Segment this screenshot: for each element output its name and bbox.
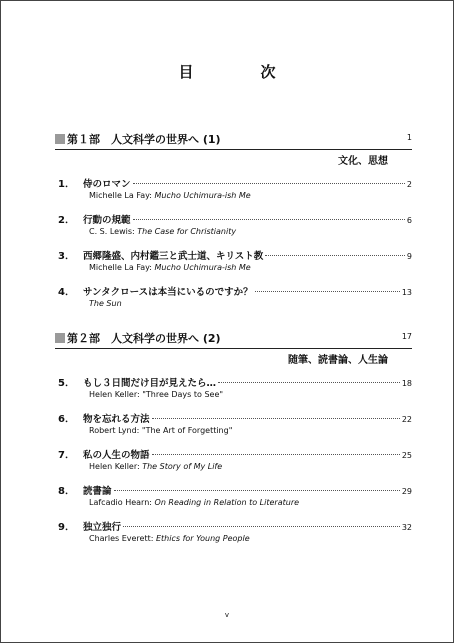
entry-source: Charles Everett: Ethics for Young People (89, 534, 250, 543)
entry-number: 2． (58, 215, 75, 226)
entry-number: 8． (58, 486, 75, 497)
page-title: 目 次 (178, 63, 302, 81)
toc-entry[interactable] (55, 175, 412, 200)
entry-source: C. S. Lewis: The Case for Christianity (89, 227, 237, 236)
part-subtitle: 随筆、読書論、人生論 (288, 355, 388, 366)
entry-source: Helen Keller: "Three Days to See" (89, 390, 224, 399)
part-1 (55, 131, 412, 308)
dot-leader (152, 418, 400, 419)
entry-title[interactable]: 独立独行 (83, 522, 122, 533)
dot-leader (255, 291, 400, 292)
entry-page-number: 25 (401, 451, 412, 460)
entry-title[interactable]: 西郷隆盛、内村鑑三と武士道、キリスト教 (83, 251, 264, 262)
entry-source: The Sun (89, 299, 122, 308)
toc-entry[interactable] (55, 518, 412, 543)
entry-page-number: 2 (406, 180, 412, 189)
dot-leader (218, 382, 400, 383)
entry-page-number: 9 (406, 252, 412, 261)
part-heading: 第１部 人文科学の世界へ (1) 1 (55, 131, 412, 150)
toc-entry[interactable] (55, 482, 412, 507)
part-page-number: 1 (406, 133, 412, 142)
entry-page-number: 13 (401, 288, 412, 297)
page-footer-number: v (224, 611, 230, 619)
entry-title[interactable]: 私の人生の物語 (83, 450, 150, 461)
dot-leader (152, 454, 400, 455)
toc-entry[interactable] (55, 247, 412, 272)
entry-number: 5． (58, 378, 75, 389)
entry-title[interactable]: 物を忘れる方法 (83, 414, 150, 425)
toc-entry[interactable] (55, 283, 412, 308)
toc-entry[interactable] (55, 374, 412, 399)
entry-number: 4． (58, 287, 75, 298)
entry-title[interactable]: 読書論 (83, 486, 112, 497)
entry-title[interactable]: もし３日間だけ目が見えたら… (83, 378, 217, 389)
dot-leader (133, 219, 405, 220)
entry-number: 1． (58, 179, 75, 190)
part-heading: 第２部 人文科学の世界へ (2) 17 (55, 330, 412, 349)
entry-source: Robert Lynd: "The Art of Forgetting" (89, 426, 233, 435)
entry-number: 3． (58, 251, 75, 262)
part-2 (55, 330, 412, 543)
toc-entry[interactable] (55, 410, 412, 435)
entry-source: Lafcadio Hearn: On Reading in Relation to Literature (89, 498, 300, 507)
entry-page-number: 6 (406, 216, 412, 225)
toc-entry[interactable] (55, 446, 412, 471)
part-subtitle: 文化、思想 (338, 156, 388, 167)
dot-leader (114, 490, 400, 491)
entry-title[interactable]: サンタクロースは本当にいるのですか？ (83, 287, 253, 298)
square-bullet-icon (55, 134, 65, 144)
entry-source: Helen Keller: The Story of My Life (89, 462, 223, 471)
toc-entry[interactable] (55, 211, 412, 236)
part-page-number: 17 (401, 332, 412, 341)
entry-source: Michelle La Fay: Mucho Uchimura-ish Me (89, 191, 251, 200)
entry-number: 6． (58, 414, 75, 425)
entry-page-number: 32 (401, 523, 412, 532)
dot-leader (123, 526, 400, 527)
entry-page-number: 29 (401, 487, 412, 496)
entry-source: Michelle La Fay: Mucho Uchimura-ish Me (89, 263, 251, 272)
entry-title[interactable]: 行動の規範 (83, 215, 131, 226)
dot-leader (133, 183, 405, 184)
entry-number: 9． (58, 522, 75, 533)
entry-number: 7． (58, 450, 75, 461)
square-bullet-icon (55, 333, 65, 343)
entry-page-number: 18 (401, 379, 412, 388)
entry-title[interactable]: 侍のロマン (83, 179, 131, 190)
dot-leader (265, 255, 405, 256)
entry-page-number: 22 (401, 415, 412, 424)
